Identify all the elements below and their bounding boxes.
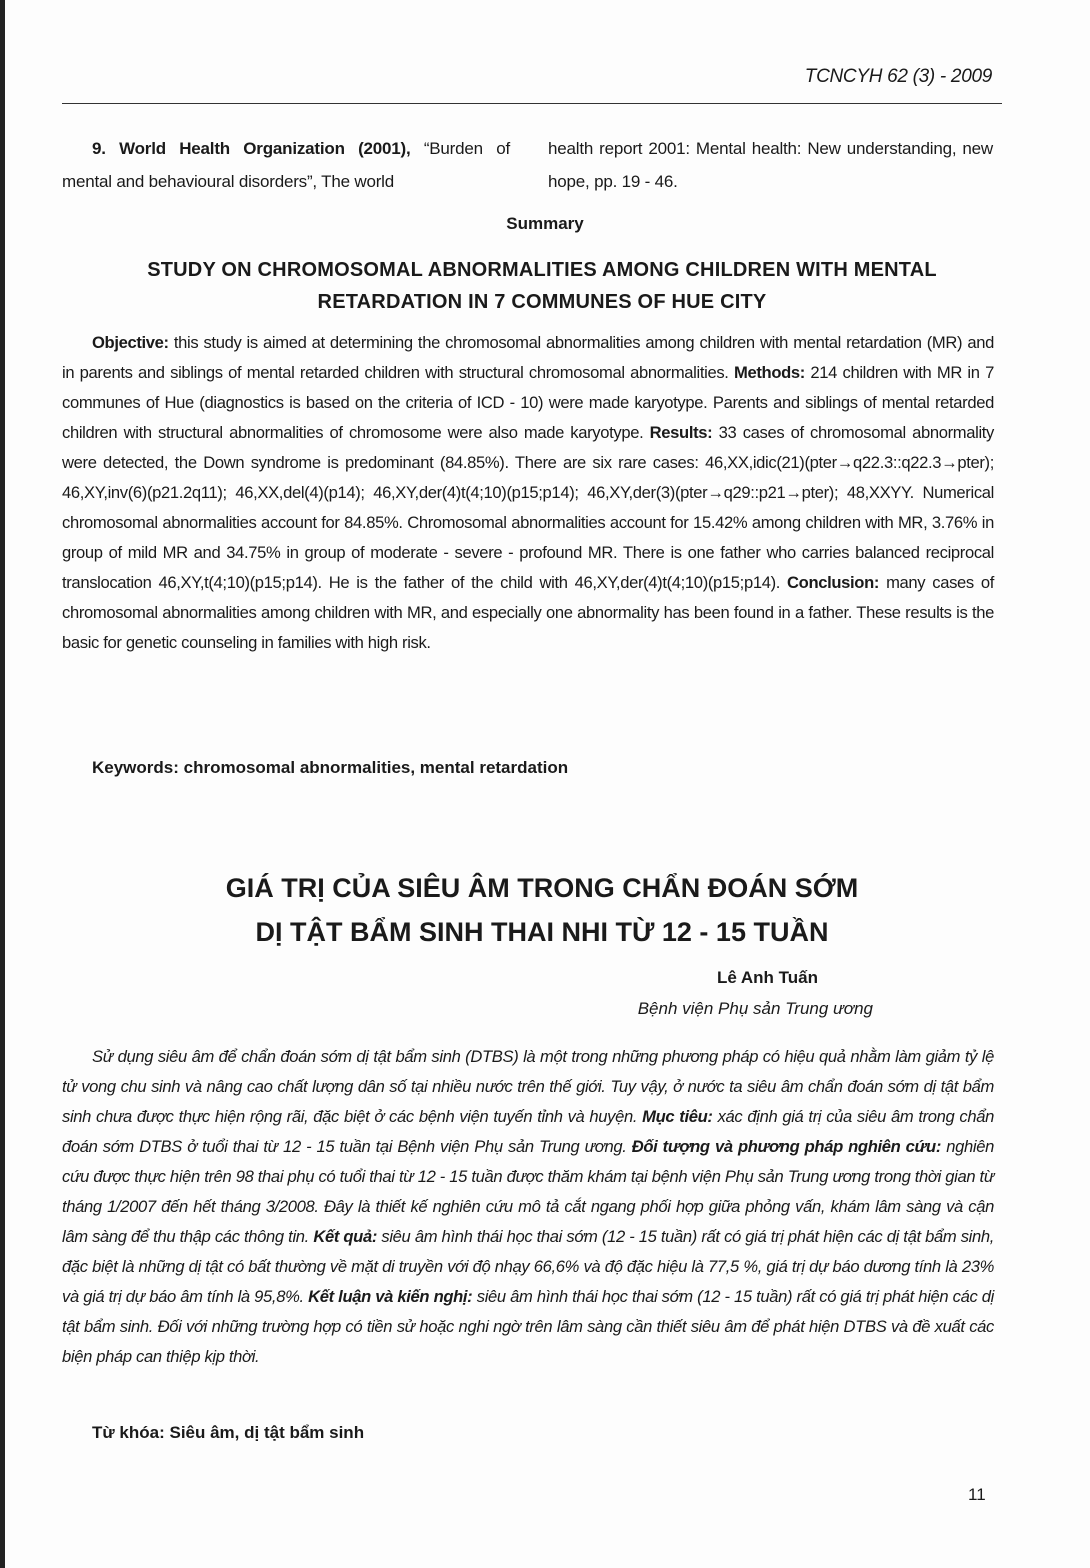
abstract-heading: Results: <box>649 423 713 442</box>
abstract-heading: Kết quả: <box>313 1227 378 1246</box>
scan-edge <box>0 0 5 1568</box>
article-title <box>62 866 1022 954</box>
abstract-text: siêu âm hình thái học thai sớm (12 - 15 tuần) rất có giá trị phát hiện các dị tật bẩm sinh, đặc biệt là những dị tật có bất thường về mặt di truyền với độ nhạy 66,6% và độ đặc hiệu là 77,5 %, giá trị dự báo dương tính là 23% và giá trị dự báo âm tính là 95,8%. <box>62 1227 995 1306</box>
abstract-text: Sử dụng siêu âm để chẩn đoán sớm dị tật bẩm sinh (DTBS) là một trong những phương pháp có hiệu quả nhằm làm giảm tỷ lệ tử vong chu sinh và nâng cao chất lượng dân số tại nhiều nước trên thế giới. Tuy vậy, ở nước ta siêu âm chẩn đoán sớm dị tật bẩm sinh chưa được thực hiện rộng rãi, đặc biệt ở các bệnh viện tuyến tỉnh và huyện. <box>62 1047 994 1126</box>
abstract-heading: Mục tiêu: <box>642 1107 713 1126</box>
reference-right-column: health report 2001: Mental health: New understanding, new hope, pp. 19 - 46. <box>548 139 993 191</box>
reference-text-left: “Burden of mental and behavioural disorders”, The world <box>62 139 510 191</box>
abstract-heading: Conclusion: <box>787 573 880 592</box>
page-number: 11 <box>968 1485 986 1504</box>
abstract-text: many cases of chromosomal abnormalities among children with MR, and especially one abnormality has been found in a father. These results is the basic for genetic counseling in families with high risk. <box>62 573 994 652</box>
abstract-text: 33 cases of chromosomal abnormality were detected, the Down syndrome is predominant (84.85%). There are six rare cases: 46,XX,idic(21)(pter→q22.3::q22.3→pter); 46,XY,inv(6)(p21.2q11); 46,XX,del(4)(p14); 46,XY,der(4)t(4;10)(p15;p14); 46,XY,der(3)(pter→q29::p21→pter); 48,XXYY. Numerical chromosomal abnormalities account for 84.85%. Chromosomal abnormalities account for 15.42% among children with MR, 3.76% in group of mild MR and 34.75% in group of moderate - severe - profound MR. There is one father who carries balanced reciprocal translocation 46,XY,t(4;10)(p15;p14). He is the father of the child with 46,XY,der(4)t(4;10)(p15;p14). <box>62 423 995 592</box>
abstract-text: siêu âm hình thái học thai sớm (12 - 15 tuần) rất có giá trị phát hiện các dị tật bẩm sinh. Đối với những trường hợp có tiền sử hoặc nghi ngờ trên lâm sàng cần thiết siêu âm để phát hiện DTBS và đề xuất các biện pháp can thiệp kịp thời. <box>62 1287 995 1366</box>
author-name: Lê Anh Tuấn <box>716 968 818 987</box>
english-keywords: Keywords: chromosomal abnormalities, mental retardation <box>92 758 569 777</box>
vietnamese-keywords: Từ khóa: Siêu âm, dị tật bẩm sinh <box>92 1423 365 1442</box>
english-abstract <box>62 328 994 658</box>
abstract-text: this study is aimed at determining the chromosomal abnormalities among children with mental retardation (MR) and in parents and siblings of mental retarded children with structural chromosomal abnormalities. <box>62 333 994 382</box>
summary-label: Summary <box>506 214 584 233</box>
abstract-text: xác định giá trị của siêu âm trong chẩn đoán sớm DTBS ở tuổi thai từ 12 - 15 tuần tại Bệnh viện Phụ sản Trung ương. <box>62 1107 994 1156</box>
abstract-heading: Objective: <box>92 333 169 352</box>
abstract-heading: Kết luận và kiến nghị: <box>308 1287 473 1306</box>
english-title-line: STUDY ON CHROMOSOMAL ABNORMALITIES AMONG CHILDREN WITH MENTAL <box>147 259 937 281</box>
abstract-heading: Đối tượng và phương pháp nghiên cứu: <box>631 1137 941 1156</box>
english-title-line: RETARDATION IN 7 COMMUNES OF HUE CITY <box>317 291 767 313</box>
article-title-line: DỊ TẬT BẨM SINH THAI NHI TỪ 12 - 15 TUẦN <box>255 917 829 947</box>
journal-header: TCNCYH 62 (3) - 2009 <box>804 66 992 87</box>
abstract-heading: Methods: <box>734 363 805 382</box>
abstract-text: nghiên cứu được thực hiện trên 98 thai phụ có tuổi thai từ 12 - 15 tuần được thăm khám tại bệnh viện Phụ sản Trung ương trong thời gian từ tháng 1/2007 đến hết tháng 3/2008. Đây là thiết kế nghiên cứu mô tả cắt ngang phối hợp giữa phỏng vấn, khám lâm sàng và cận lâm sàng để thu thập các thông tin. <box>62 1137 994 1246</box>
article-title-line: GIÁ TRỊ CỦA SIÊU ÂM TRONG CHẨN ĐOÁN SỚM <box>225 873 859 903</box>
header-rule <box>62 103 1002 104</box>
vietnamese-abstract <box>62 1042 994 1372</box>
author-affiliation: Bệnh viện Phụ sản Trung ương <box>637 999 873 1018</box>
reference-author: 9. World Health Organization (2001), <box>92 139 411 158</box>
english-title <box>62 254 1022 318</box>
reference-left-column <box>62 132 510 198</box>
abstract-text: 214 children with MR in 7 communes of Hue (diagnostics is based on the criteria of ICD - 10) were made karyotype. Parents and siblings of mental retarded children with structural abnormalities of chromosome were also made karyotype. <box>62 363 994 442</box>
